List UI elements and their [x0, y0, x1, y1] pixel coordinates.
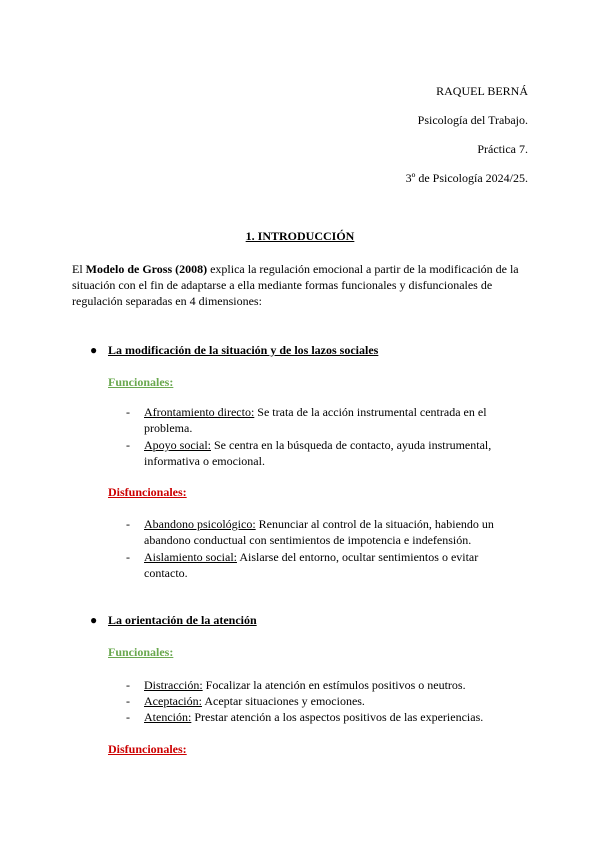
intro-prefix: El — [72, 262, 86, 276]
dysfunctional-label: Disfuncionales: — [108, 485, 187, 499]
list-item-term: Apoyo social: — [144, 438, 211, 452]
list-item-body — [144, 709, 506, 725]
list-item-body — [144, 549, 506, 581]
list-item-term: Atención: — [144, 710, 192, 724]
bullet-icon: ● — [90, 343, 98, 357]
list-item — [126, 404, 506, 436]
dash-icon: - — [126, 694, 130, 708]
dash-icon: - — [126, 405, 130, 419]
list-item-text: Focalizar la atención en estímulos positivos o neutros. — [202, 678, 466, 692]
practice-line: Práctica 7. — [477, 142, 528, 156]
dash-icon: - — [126, 678, 130, 692]
dash-icon: - — [126, 550, 130, 564]
section-heading-text: La orientación de la atención — [108, 613, 257, 627]
intro-paragraph — [72, 261, 528, 309]
list-item-body — [144, 404, 506, 436]
author-name: RAQUEL BERNÁ — [436, 84, 528, 98]
intro-rest: explica la regulación emocional a partir de la modificación de la situación con el fin de adaptarse a ella mediante formas funcionales y disfuncionales de regulación separadas en 4 dimensiones: — [72, 262, 519, 308]
list-item-text: Prestar atención a los aspectos positivos de las experiencias. — [191, 710, 484, 724]
list-item — [126, 549, 506, 581]
list-item — [126, 693, 506, 709]
list-item-term: Aceptación: — [144, 694, 202, 708]
bullet-icon: ● — [90, 613, 98, 627]
list-item — [126, 437, 506, 469]
subject-line: Psicología del Trabajo. — [417, 113, 528, 127]
dash-icon: - — [126, 710, 130, 724]
list-item-body — [144, 677, 506, 693]
page-title: 1. INTRODUCCIÓN — [245, 229, 355, 243]
list-item-text: Renunciar al control de la situación, habiendo un abandono conductual con sentimientos de impotencia e indefensión. — [144, 517, 494, 547]
list-item-text: Aceptar situaciones y emociones. — [201, 694, 365, 708]
list-item-term: Abandono psicológico: — [144, 517, 256, 531]
list-item-text: Aislarse del entorno, ocultar sentimientos o evitar contacto. — [144, 550, 479, 580]
dash-icon: - — [126, 517, 130, 531]
course-line: 3º de Psicología 2024/25. — [405, 171, 528, 185]
list-item — [126, 677, 506, 693]
list-item-term: Distracción: — [144, 678, 203, 692]
list-item-body — [144, 693, 506, 709]
functional-label: Funcionales: — [108, 375, 174, 389]
list-item-body — [144, 516, 506, 548]
list-item-text: Se trata de la acción instrumental centrada en el problema. — [144, 405, 487, 435]
list-item — [126, 516, 506, 548]
dysfunctional-label: Disfuncionales: — [108, 742, 187, 756]
list-item-body — [144, 437, 506, 469]
section-heading-text: La modificación de la situación y de los lazos sociales — [108, 343, 379, 357]
list-item — [126, 709, 506, 725]
functional-label: Funcionales: — [108, 645, 174, 659]
list-item-text: Se centra en la búsqueda de contacto, ayuda instrumental, informativa o emocional. — [144, 438, 492, 468]
intro-model: Modelo de Gross (2008) — [85, 262, 208, 276]
list-item-term: Afrontamiento directo: — [144, 405, 255, 419]
list-item-term: Aislamiento social: — [144, 550, 237, 564]
dash-icon: - — [126, 438, 130, 452]
